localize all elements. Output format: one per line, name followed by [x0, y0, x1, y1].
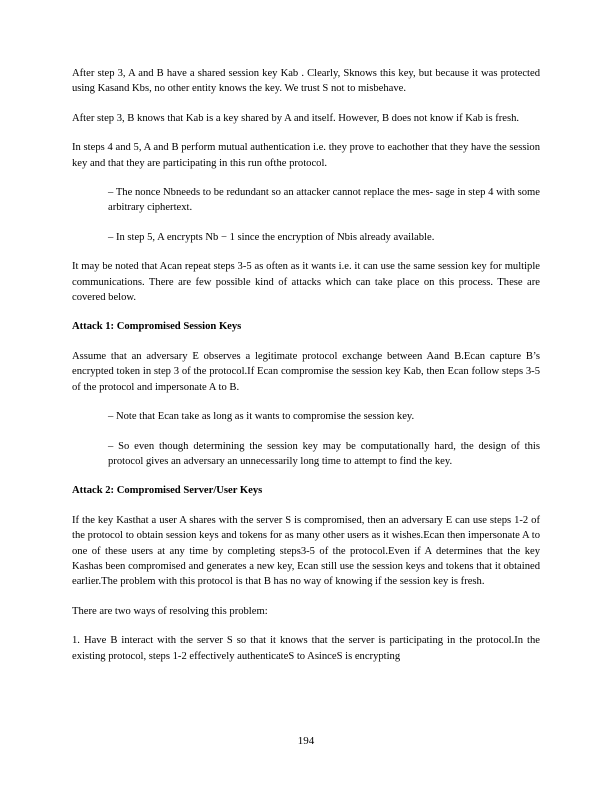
- paragraph-mutual-authentication: In steps 4 and 5, A and B perform mutual authentication i.e. they prove to eachother that they have the session key and that they are participating in this run ofthe protocol.: [72, 142, 540, 169]
- paragraph-b-knows-kab: After step 3, B knows that Kab is a key shared by A and itself. However, B does not know if Kab is fresh.: [72, 112, 520, 124]
- heading-attack-2: Attack 2: Compromised Server/User Keys: [72, 485, 263, 497]
- page-number: 194: [297, 735, 315, 747]
- heading-attack-1: Attack 1: Compromised Session Keys: [72, 321, 242, 333]
- paragraph-shared-session-key: After step 3, A and B have a shared session key Kab . Clearly, Sknows this key, but because it was protected using Kasand Kbs, no other entity knows the key. We trust S not to misbehave.: [72, 68, 540, 95]
- bullet-take-long: – Note that Ecan take as long as it wants to compromise the session key.: [108, 411, 415, 423]
- paragraph-key-compromised: If the key Kasthat a user A shares with the server S is compromised, then an adversary E can use steps 1-2 of the protocol to obtain session keys and tokens for as many other users as it wishes.Ecan then impersonate A to one of these users at any time by completing steps3-5 of the protocol.Even if A determines that the key Kashas been compromised and generates a new key, Ecan still use the session keys and tokens that it obtained earlier.The problem with this protocol is that B has no way of knowing if the session key is fresh.: [72, 514, 540, 588]
- document-body: [72, 66, 540, 678]
- paragraph-resolution-1: 1. Have B interact with the server S so that it knows that the server is participating in the protocol.In the existing protocol, steps 1-2 effectively authenticateS to AsinceS is encrypting: [72, 635, 540, 662]
- paragraph-repeat-steps: It may be noted that Acan repeat steps 3-5 as often as it wants i.e. it can use the same session key for multiple communications. There are few possible kind of attacks which can take place on this process. These are covered below.: [72, 261, 540, 304]
- bullet-encrypt-nb: – In step 5, A encrypts Nb − 1 since the encryption of Nbis already available.: [108, 231, 435, 243]
- paragraph-adversary-observes: Assume that an adversary E observes a legitimate protocol exchange between Aand B.Ecan capture B’s encrypted token in step 3 of the protocol.If Ecan compromise the session key Kab, then Ecan follow steps 3-5 of the protocol and impersonate A to B.: [72, 350, 540, 393]
- bullet-computationally-hard: – So even though determining the session key may be computationally hard, the design of this protocol gives an adversary an unnecessarily long time to attempt to find the key.: [108, 440, 540, 467]
- bullet-nonce-redundant: – The nonce Nbneeds to be redundant so an attacker cannot replace the mes- sage in step 4 with some arbitrary ciphertext.: [108, 187, 540, 214]
- paragraph-two-ways: There are two ways of resolving this problem:: [72, 605, 268, 617]
